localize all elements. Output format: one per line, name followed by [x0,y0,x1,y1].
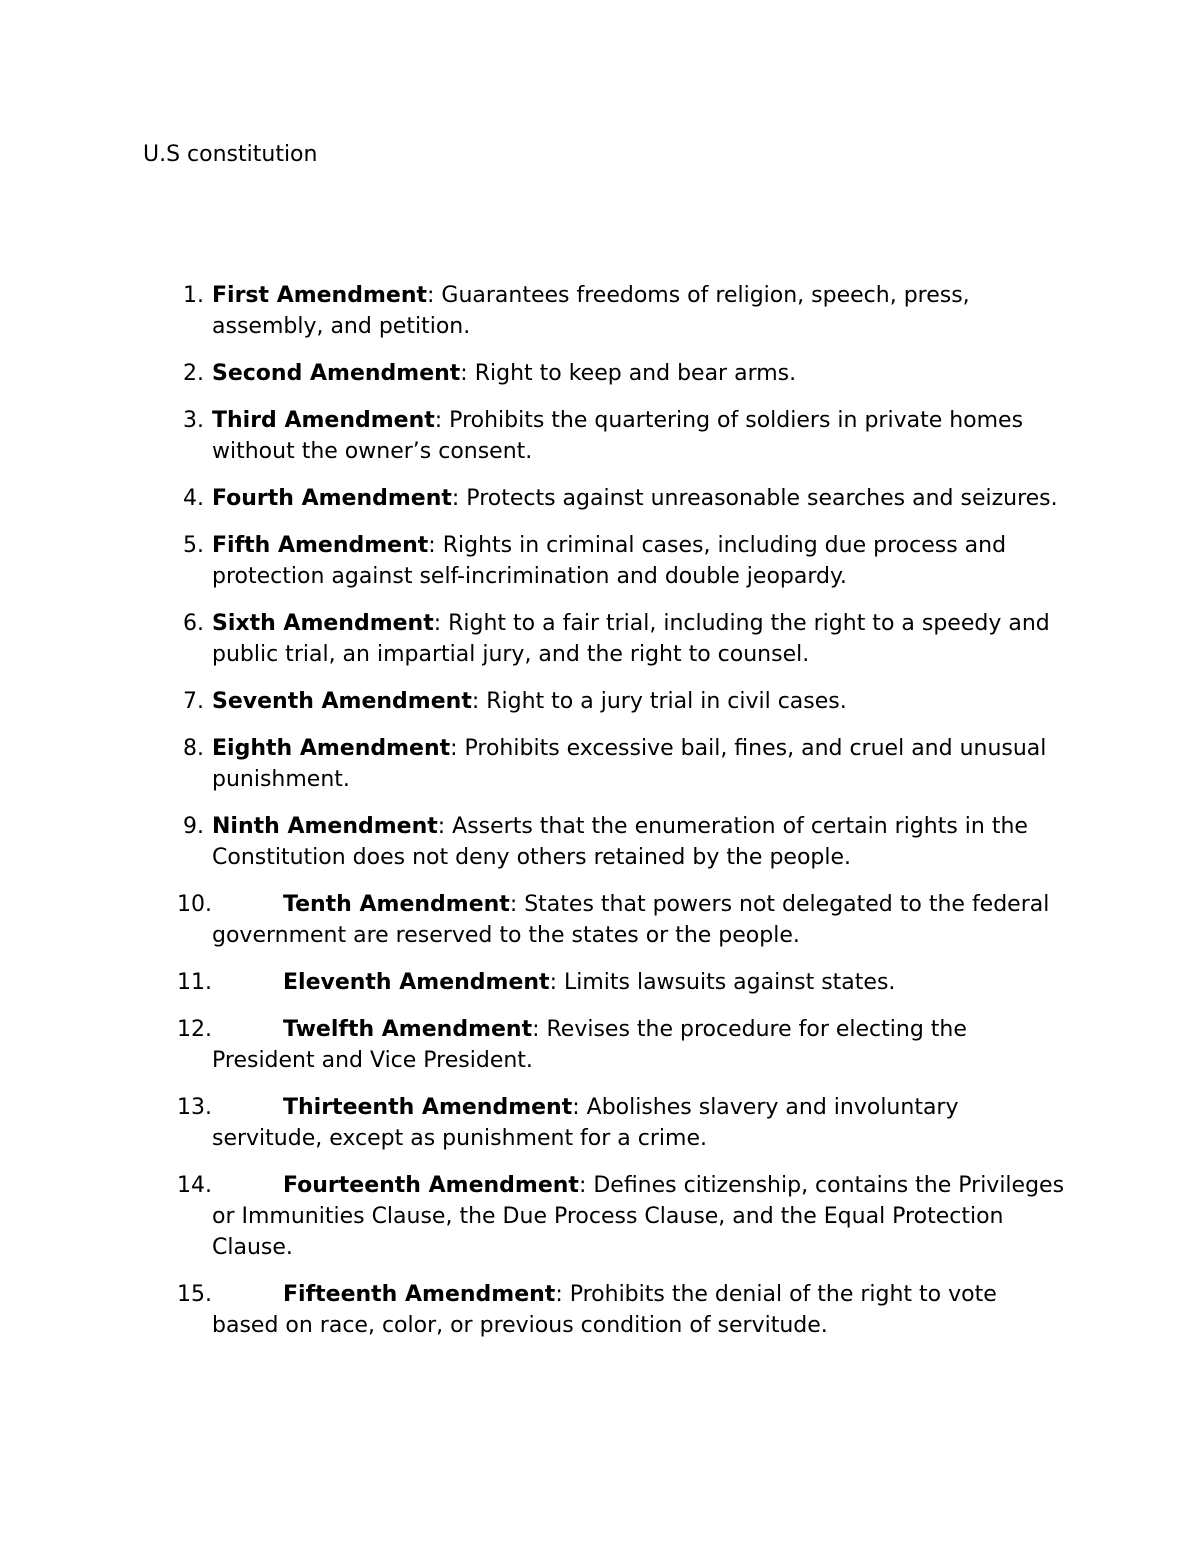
list-item-ninth-amendment [0,811,1200,873]
list-number: 14. [177,1173,212,1198]
list-number: 12. [177,1017,212,1042]
list-item-third-amendment [0,405,1200,467]
amendment-term: Seventh Amendment [212,689,472,714]
amendment-term: Fifth Amendment [212,533,429,558]
list-number: 15. [177,1282,212,1307]
amendment-term: Tenth Amendment [283,892,510,917]
amendment-term: First Amendment [212,283,427,308]
list-number: 8. [183,736,204,761]
amendment-description: : Prohibits the denial of the right to vote based on race, color, or previous condition of servitude. [212,1282,997,1338]
amendment-description: : Right to a jury trial in civil cases. [471,689,847,714]
amendment-description: : Right to a fair trial, including the right to a speedy and public trial, an impartial jury, and the right to counsel. [212,611,1050,667]
amendment-description: : Limits lawsuits against states. [549,970,896,995]
amendment-description: : States that powers not delegated to the federal government are reserved to the states or the people. [212,892,1050,948]
amendment-term: Fifteenth Amendment [283,1282,556,1307]
amendment-term: Sixth Amendment [212,611,434,636]
list-item-fourteenth-amendment [0,1170,1200,1263]
list-item-eighth-amendment [0,733,1200,795]
amendment-list [0,280,1200,1357]
amendment-term: Second Amendment [212,361,461,386]
amendment-description: : Rights in criminal cases, including due process and protection against self-incrimination and double jeopardy. [212,533,1007,589]
amendment-description: : Prohibits excessive bail, fines, and cruel and unusual punishment. [212,736,1047,792]
list-number: 9. [183,814,204,839]
list-item-fifth-amendment [0,530,1200,592]
amendment-description: : Prohibits the quartering of soldiers in private homes without the owner’s consent. [212,408,1024,464]
list-item-seventh-amendment [0,686,1200,717]
amendment-term: Ninth Amendment [212,814,438,839]
amendment-description: : Asserts that the enumeration of certain rights in the Constitution does not deny others retained by the people. [212,814,1028,870]
list-item-fourth-amendment [0,483,1200,514]
list-item-sixth-amendment [0,608,1200,670]
list-number: 13. [177,1095,212,1120]
list-item-second-amendment [0,358,1200,389]
amendment-term: Eighth Amendment [212,736,451,761]
list-number: 4. [183,486,204,511]
list-number: 2. [183,361,204,386]
amendment-description: : Abolishes slavery and involuntary servitude, except as punishment for a crime. [212,1095,959,1151]
list-item-thirteenth-amendment [0,1092,1200,1154]
list-number: 7. [183,689,204,714]
amendment-term: Third Amendment [212,408,435,433]
list-item-first-amendment [0,280,1200,342]
list-number: 1. [183,283,204,308]
list-item-fifteenth-amendment [0,1279,1200,1341]
amendment-description: : Right to keep and bear arms. [460,361,797,386]
amendment-term: Fourth Amendment [212,486,452,511]
amendment-description: : Guarantees freedoms of religion, speech, press, assembly, and petition. [212,283,970,339]
amendment-term: Thirteenth Amendment [283,1095,573,1120]
page-title: U.S constitution [143,142,318,167]
amendment-term: Fourteenth Amendment [283,1173,579,1198]
list-number: 10. [177,892,212,917]
list-number: 6. [183,611,204,636]
list-number: 3. [183,408,204,433]
list-item-tenth-amendment [0,889,1200,951]
list-item-twelfth-amendment [0,1014,1200,1076]
amendment-term: Eleventh Amendment [283,970,550,995]
amendment-description: : Defines citizenship, contains the Privileges or Immunities Clause, the Due Process Clause, and the Equal Protection Clause. [212,1173,1065,1260]
list-item-eleventh-amendment [0,967,1200,998]
list-number: 5. [183,533,204,558]
amendment-term: Twelfth Amendment [283,1017,533,1042]
amendment-description: : Revises the procedure for electing the President and Vice President. [212,1017,967,1073]
list-number: 11. [177,970,212,995]
amendment-description: : Protects against unreasonable searches and seizures. [451,486,1058,511]
